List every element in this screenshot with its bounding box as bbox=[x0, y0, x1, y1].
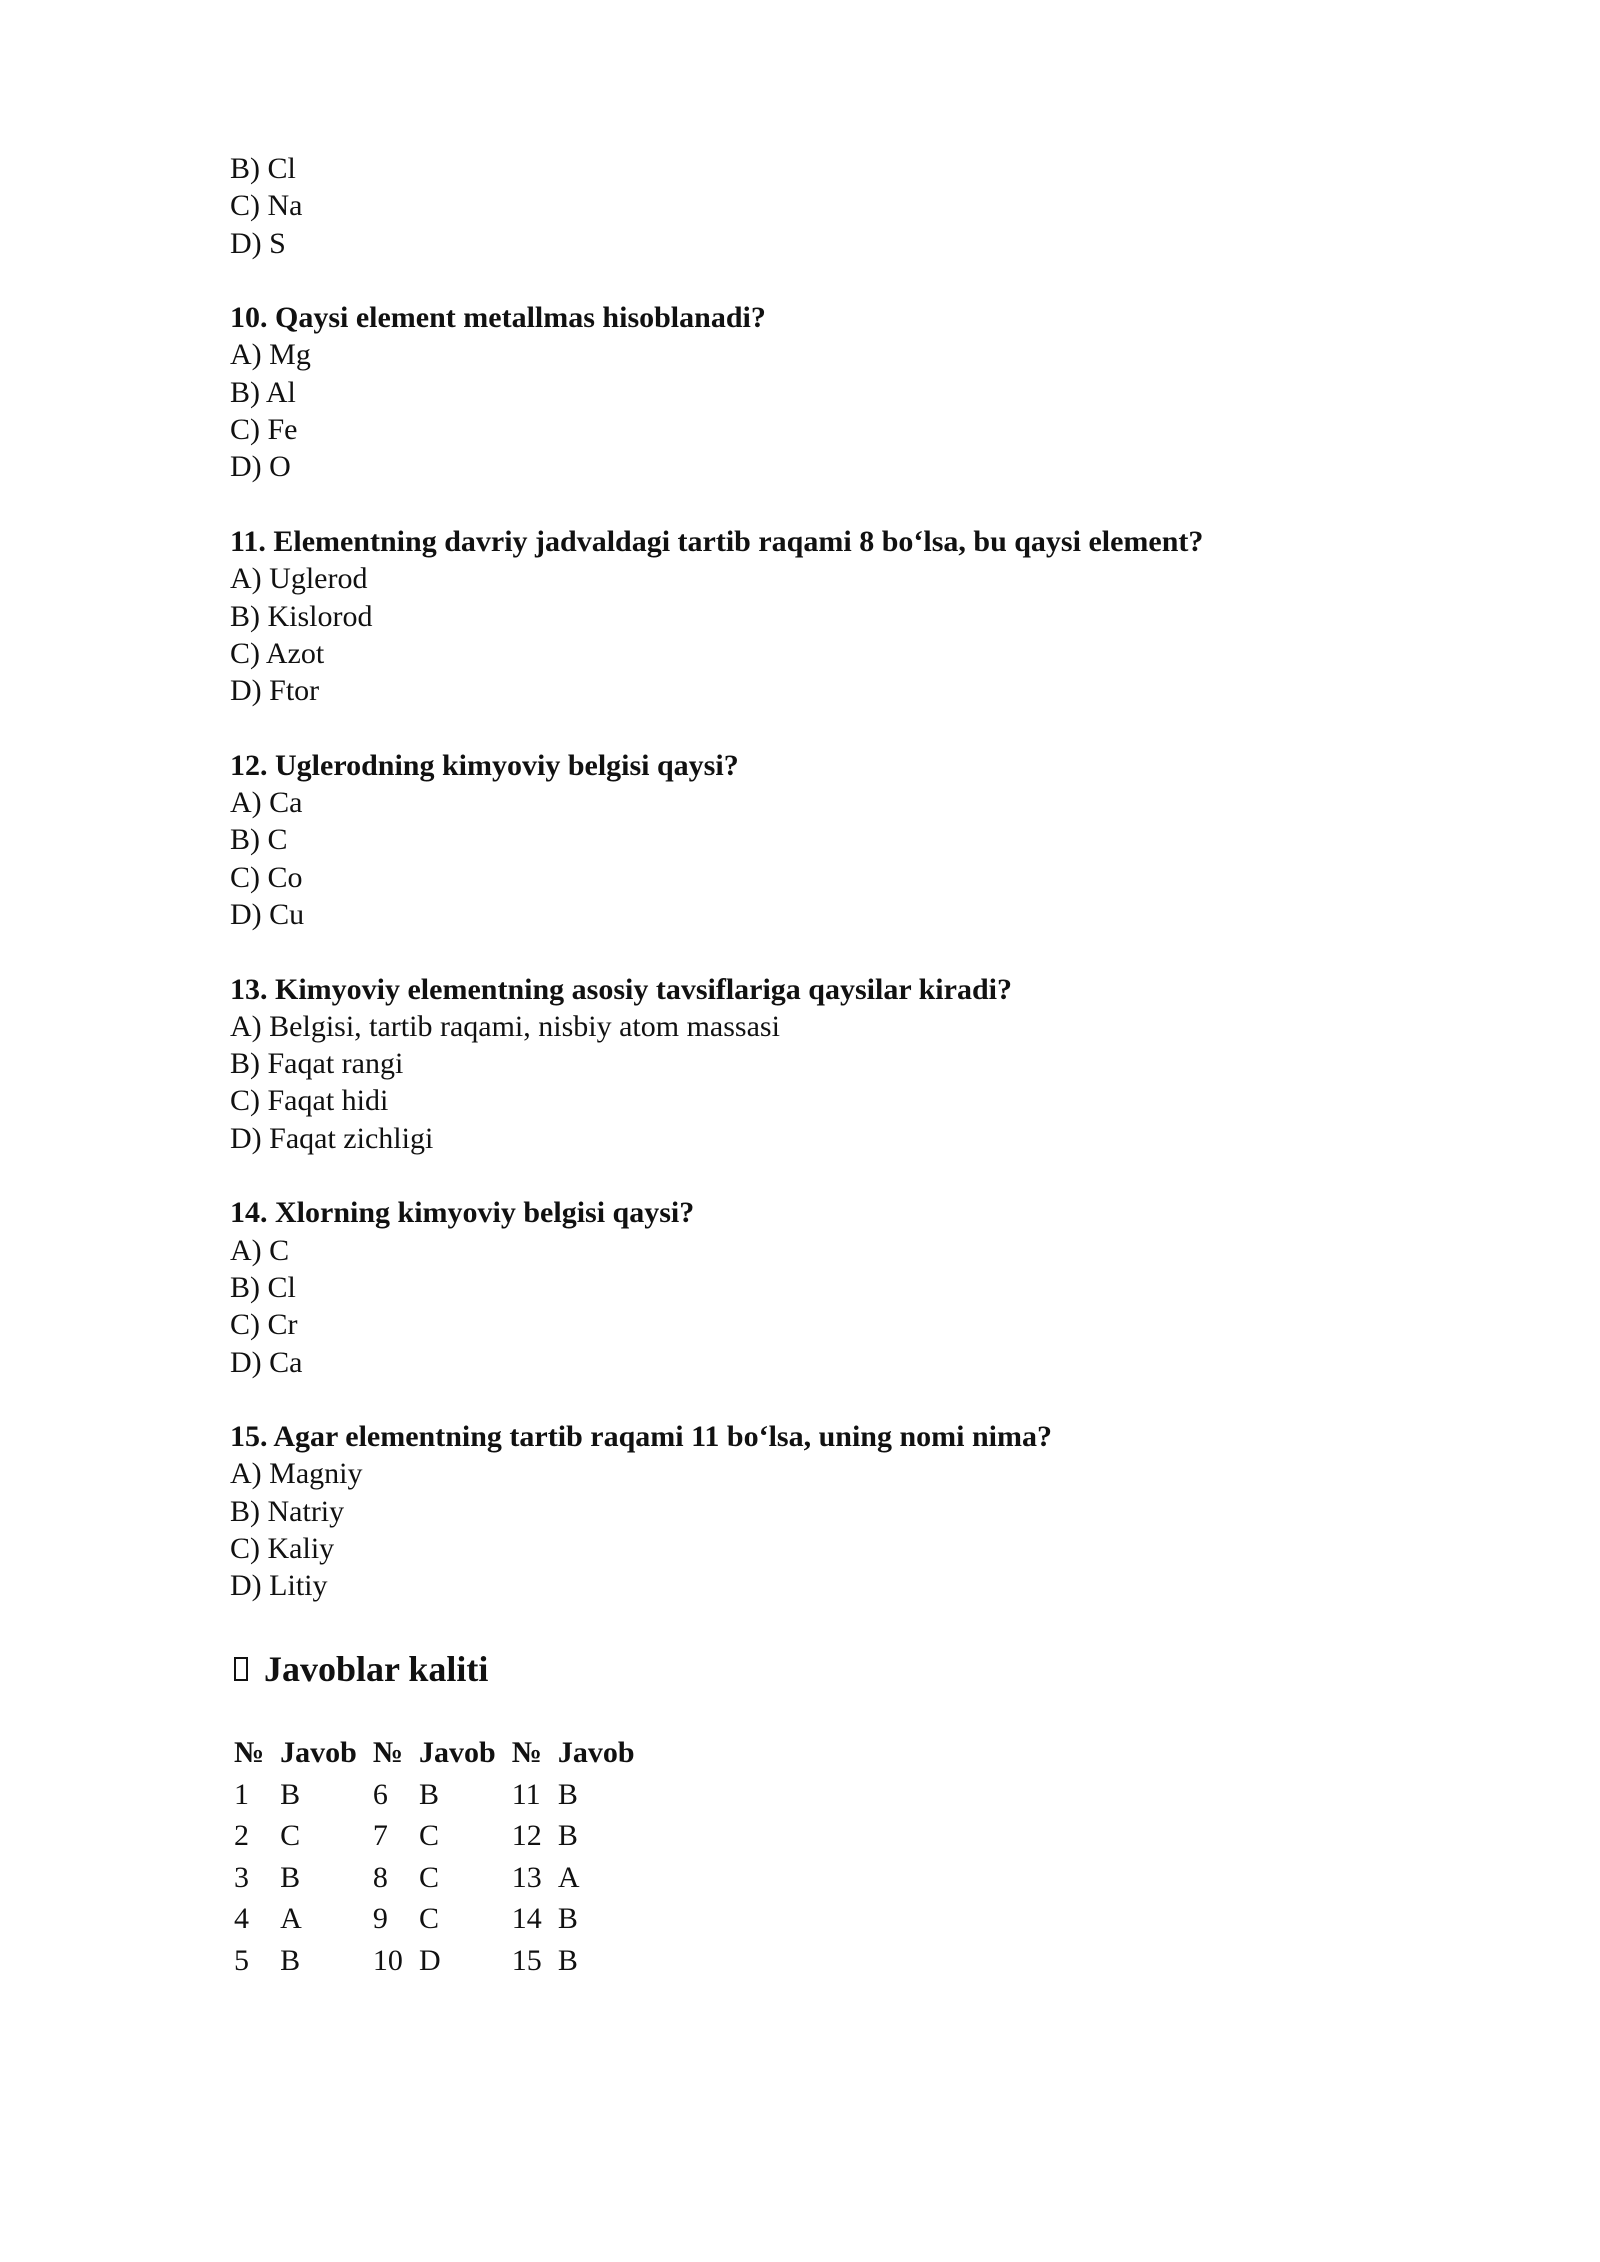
option: C) Co bbox=[230, 860, 303, 894]
question-13 bbox=[230, 971, 1430, 1157]
answer-key-table bbox=[230, 1733, 647, 1982]
table-row bbox=[230, 1774, 647, 1816]
missing-glyph-icon bbox=[234, 1657, 248, 1681]
cell-answer: B bbox=[557, 1943, 578, 1977]
table-row bbox=[230, 1816, 647, 1858]
question-9-remaining-options bbox=[230, 150, 1430, 262]
option: C) Kaliy bbox=[230, 1531, 335, 1565]
cell-answer: D bbox=[419, 1943, 441, 1977]
option: A) Mg bbox=[230, 338, 311, 372]
cell-number: 5 bbox=[234, 1943, 249, 1977]
option: D) S bbox=[230, 226, 286, 260]
option: B) Natriy bbox=[230, 1494, 345, 1528]
cell-number: 1 bbox=[234, 1777, 249, 1811]
option: C) Na bbox=[230, 189, 303, 223]
option: A) C bbox=[230, 1233, 290, 1267]
cell-number: 7 bbox=[372, 1819, 388, 1853]
option: A) Uglerod bbox=[230, 562, 368, 596]
question-14 bbox=[230, 1194, 1430, 1380]
question-text: 11. Elementning davriy jadvaldagi tartib raqami 8 bo‘lsa, bu qaysi element? bbox=[230, 524, 1204, 558]
cell-answer: B bbox=[280, 1943, 301, 1977]
table-row bbox=[230, 1857, 647, 1899]
cell-number: 10 bbox=[372, 1943, 403, 1977]
cell-answer: A bbox=[557, 1860, 580, 1894]
cell-answer: B bbox=[419, 1777, 440, 1811]
option: D) O bbox=[230, 450, 291, 484]
cell-number: 9 bbox=[372, 1902, 388, 1936]
cell-answer: B bbox=[280, 1860, 301, 1894]
option: C) Fe bbox=[230, 413, 298, 447]
option: C) Cr bbox=[230, 1308, 298, 1342]
question-text: 14. Xlorning kimyoviy belgisi qaysi? bbox=[230, 1196, 695, 1230]
option: D) Cu bbox=[230, 897, 305, 931]
question-text: 15. Agar elementning tartib raqami 11 bo‘lsa, uning nomi nima? bbox=[230, 1420, 1053, 1454]
cell-answer: B bbox=[557, 1819, 578, 1853]
document-page bbox=[230, 150, 1430, 1982]
answer-key-title: Javoblar kaliti bbox=[264, 1648, 489, 1689]
option: D) Ftor bbox=[230, 674, 320, 708]
table-row bbox=[230, 1940, 647, 1982]
answer-key-header-row bbox=[230, 1733, 647, 1775]
table-row bbox=[230, 1899, 647, 1941]
option: A) Ca bbox=[230, 786, 303, 820]
option: D) Faqat zichligi bbox=[230, 1121, 434, 1155]
option: D) Ca bbox=[230, 1345, 303, 1379]
question-text: 12. Uglerodning kimyoviy belgisi qaysi? bbox=[230, 748, 739, 782]
cell-number: 3 bbox=[234, 1860, 249, 1894]
header-answer: Javob bbox=[419, 1736, 496, 1770]
option: B) Faqat rangi bbox=[230, 1047, 404, 1081]
cell-number: 2 bbox=[234, 1819, 249, 1853]
question-11 bbox=[230, 523, 1430, 709]
cell-answer: C bbox=[419, 1860, 440, 1894]
header-number: № bbox=[372, 1736, 403, 1770]
cell-answer: C bbox=[419, 1819, 440, 1853]
cell-number: 4 bbox=[234, 1902, 249, 1936]
cell-answer: A bbox=[280, 1902, 302, 1936]
question-15 bbox=[230, 1418, 1430, 1604]
cell-answer: C bbox=[419, 1902, 440, 1936]
cell-number: 12 bbox=[511, 1819, 542, 1853]
cell-number: 15 bbox=[511, 1943, 542, 1977]
answer-key-heading bbox=[230, 1647, 1430, 1691]
option: C) Faqat hidi bbox=[230, 1084, 389, 1118]
cell-number: 14 bbox=[511, 1902, 542, 1936]
option: B) C bbox=[230, 823, 288, 857]
option: A) Belgisi, tartib raqami, nisbiy atom massasi bbox=[230, 1009, 780, 1043]
cell-number: 13 bbox=[511, 1860, 542, 1894]
cell-answer: B bbox=[557, 1902, 578, 1936]
header-answer: Javob bbox=[557, 1736, 635, 1770]
cell-answer: C bbox=[280, 1819, 301, 1853]
question-text: 13. Kimyoviy elementning asosiy tavsiflariga qaysilar kiradi? bbox=[230, 972, 1012, 1006]
option: B) Cl bbox=[230, 1270, 296, 1304]
header-answer: Javob bbox=[280, 1736, 357, 1770]
option: A) Magniy bbox=[230, 1457, 363, 1491]
question-10 bbox=[230, 299, 1430, 485]
cell-number: 8 bbox=[372, 1860, 388, 1894]
option: B) Cl bbox=[230, 152, 296, 185]
cell-number: 11 bbox=[511, 1777, 541, 1811]
option: D) Litiy bbox=[230, 1569, 328, 1603]
question-12 bbox=[230, 747, 1430, 933]
cell-number: 6 bbox=[372, 1777, 388, 1811]
header-number: № bbox=[511, 1736, 542, 1770]
question-text: 10. Qaysi element metallmas hisoblanadi? bbox=[230, 301, 766, 335]
option: B) Al bbox=[230, 375, 296, 409]
option: C) Azot bbox=[230, 636, 325, 670]
option: B) Kislorod bbox=[230, 599, 373, 633]
cell-answer: B bbox=[557, 1777, 578, 1811]
cell-answer: B bbox=[280, 1777, 301, 1811]
header-number: № bbox=[234, 1736, 265, 1770]
